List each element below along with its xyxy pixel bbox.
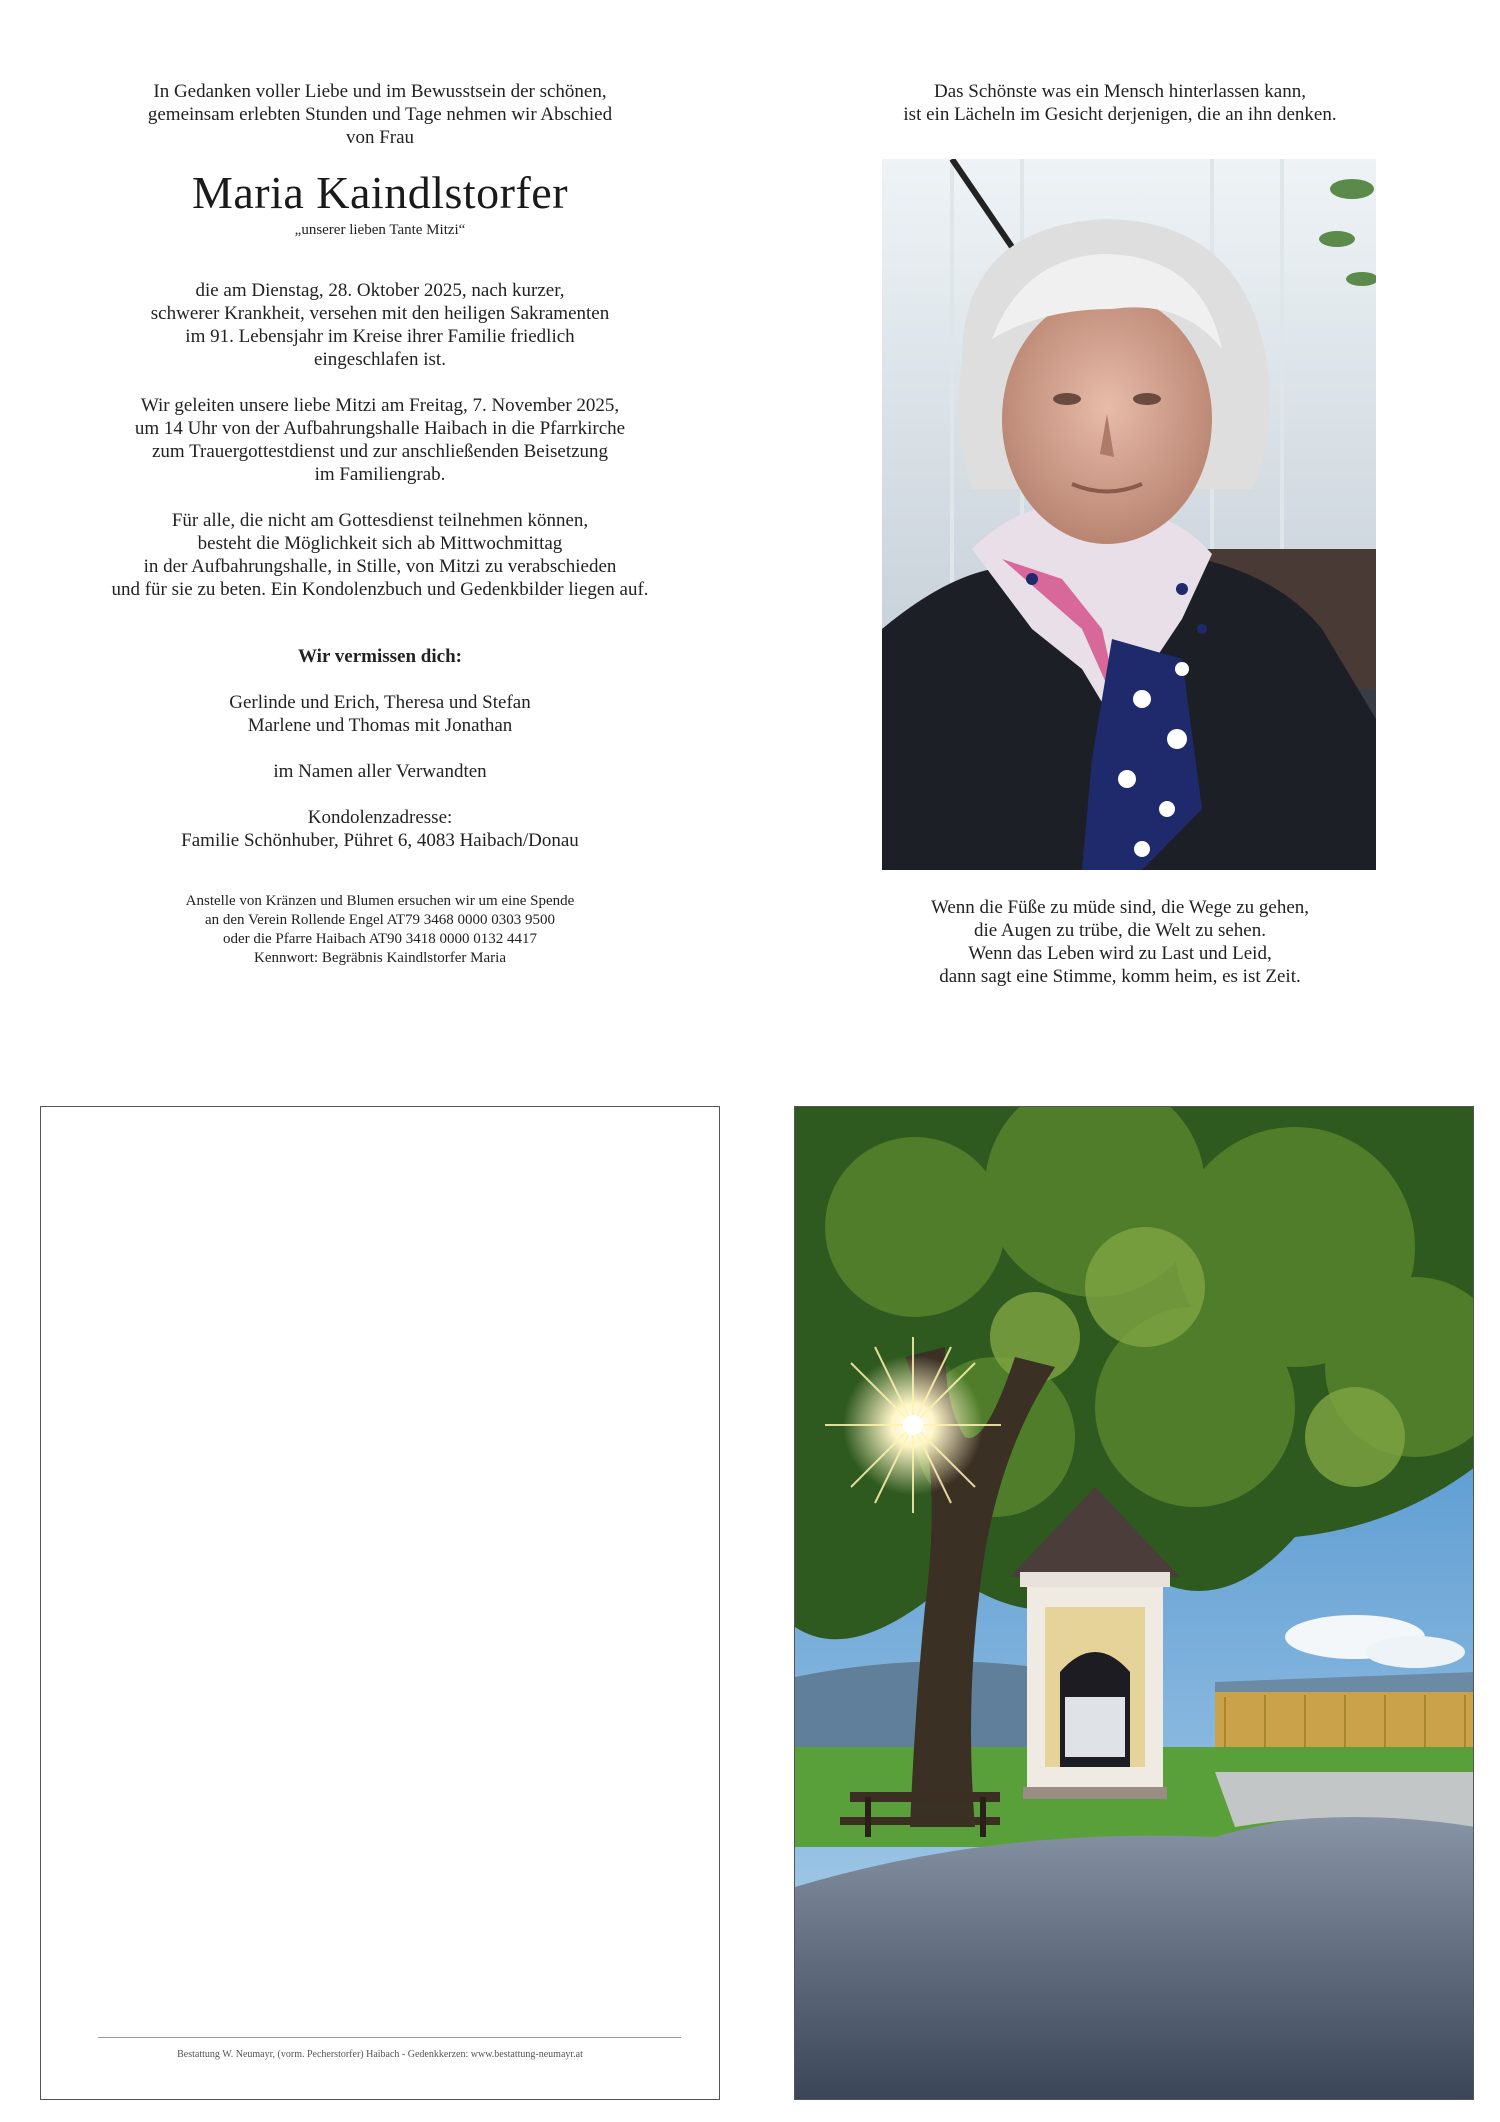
nickname: „unserer lieben Tante Mitzi“ xyxy=(294,222,466,238)
quote-line: Das Schönste was ein Mensch hinterlassen kann, xyxy=(933,81,1306,102)
poem-line: Wenn die Füße zu müde sind, die Wege zu gehen, xyxy=(930,897,1310,918)
farewell-line: Für alle, die nicht am Gottesdienst teilnehmen können, xyxy=(171,510,589,531)
condolence-address xyxy=(40,806,720,852)
funeral-line: im Familiengrab. xyxy=(314,464,446,485)
donation-line: Anstelle von Kränzen und Blumen ersuchen wir um eine Spende xyxy=(185,893,575,909)
farewell-line: und für sie zu beten. Ein Kondolenzbuch und Gedenkbilder liegen auf. xyxy=(111,579,649,600)
donation-line: oder die Pfarre Haibach AT90 3418 0000 0132 4417 xyxy=(222,931,538,947)
death-notice-line: schwerer Krankheit, versehen mit den heiligen Sakramenten xyxy=(150,303,610,324)
chapel-photo xyxy=(794,1106,1474,2100)
donation-note xyxy=(40,892,720,968)
obituary-text-column xyxy=(40,80,720,983)
intro-line: In Gedanken voller Liebe und im Bewusstsein der schönen, xyxy=(153,81,607,102)
funeral-line: zum Trauergottestdienst und zur anschließenden Beisetzung xyxy=(151,441,609,462)
poem xyxy=(870,896,1370,988)
family-list xyxy=(40,691,720,737)
death-notice xyxy=(40,279,720,371)
death-notice-line: die am Dienstag, 28. Oktober 2025, nach kurzer, xyxy=(195,280,565,301)
deceased-name: Maria Kaindlstorfer xyxy=(191,167,569,218)
relatives-note: im Namen aller Verwandten xyxy=(273,761,487,782)
poem-line: dann sagt eine Stimme, komm heim, es ist Zeit. xyxy=(939,966,1301,987)
condolence-label: Kondolenzadresse: xyxy=(307,807,453,828)
death-notice-line: eingeschlafen ist. xyxy=(314,349,446,370)
intro-line: gemeinsam erlebten Stunden und Tage nehmen wir Abschied xyxy=(147,104,613,125)
intro-text xyxy=(40,80,720,149)
footer-text: Bestattung W. Neumayr, (vorm. Pecherstorfer) Haibach - Gedenkkerzen: www.bestattung-neumayr.at xyxy=(177,2049,583,2060)
family-line: Marlene und Thomas mit Jonathan xyxy=(247,715,513,736)
family-line: Gerlinde und Erich, Theresa und Stefan xyxy=(229,692,531,713)
death-notice-line: im 91. Lebensjahr im Kreise ihrer Familie friedlich xyxy=(185,326,575,347)
miss-heading: Wir vermissen dich: xyxy=(298,646,462,667)
donation-line: an den Verein Rollende Engel AT79 3468 0000 0303 9500 xyxy=(204,912,556,928)
funeral-line: Wir geleiten unsere liebe Mitzi am Freitag, 7. November 2025, xyxy=(140,395,620,416)
poem-line: Wenn das Leben wird zu Last und Leid, xyxy=(968,943,1272,964)
farewell-line: in der Aufbahrungshalle, in Stille, von Mitzi zu verabschieden xyxy=(143,556,617,577)
footer-divider xyxy=(98,2037,681,2038)
blank-card xyxy=(40,1106,720,2100)
funeral-details xyxy=(40,394,720,486)
farewell-line: besteht die Möglichkeit sich ab Mittwochmittag xyxy=(197,533,563,554)
poem-line: die Augen zu trübe, die Welt zu sehen. xyxy=(973,920,1266,941)
quote-line: ist ein Lächeln im Gesicht derjenigen, die an ihn denken. xyxy=(903,104,1337,125)
intro-line: von Frau xyxy=(345,127,415,148)
portrait-photo xyxy=(882,159,1376,870)
donation-line: Kennwort: Begräbnis Kaindlstorfer Maria xyxy=(253,950,506,966)
funeral-line: um 14 Uhr von der Aufbahrungshalle Haibach in die Pfarrkirche xyxy=(134,418,626,439)
farewell-details xyxy=(40,509,720,601)
quote-top xyxy=(870,80,1370,126)
condolence-address-value: Familie Schönhuber, Pühret 6, 4083 Haibach/Donau xyxy=(181,830,579,851)
